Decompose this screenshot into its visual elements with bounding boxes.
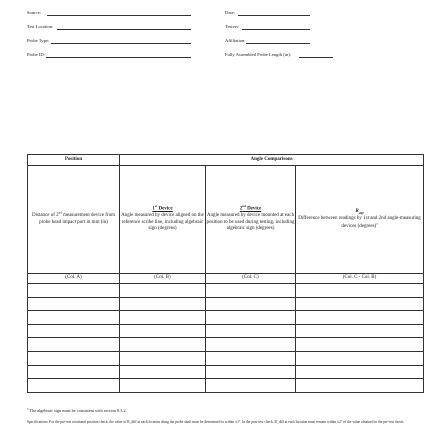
- angle-comparisons-table: [27, 154, 424, 393]
- table-cell[interactable]: [296, 351, 424, 365]
- table-cell[interactable]: [120, 338, 206, 352]
- table-cell[interactable]: [120, 297, 206, 311]
- table-row: [28, 351, 424, 365]
- date-label: Date:: [225, 10, 235, 15]
- second-device-title: 2nd Device: [239, 204, 262, 213]
- testers-field: [225, 24, 345, 29]
- test-location-label: Test Location:: [27, 24, 54, 29]
- probe-id-field: [27, 52, 197, 57]
- first-device-title: 1st Device: [152, 204, 173, 213]
- table-cell[interactable]: [296, 365, 424, 379]
- table-cell[interactable]: [206, 297, 296, 311]
- table-cell[interactable]: [296, 297, 424, 311]
- source-field: [27, 10, 197, 15]
- testers-label: Testers:: [225, 24, 240, 29]
- probe-length-label: Fully Assembled Probe Length (in):: [225, 52, 292, 57]
- table-row: [28, 338, 424, 352]
- rdiff-column-description: [296, 166, 424, 274]
- table-cell[interactable]: [296, 379, 424, 393]
- col-c-label: (Col. C): [206, 274, 296, 284]
- probe-length-line: [299, 57, 333, 58]
- specifications-note: [27, 420, 423, 424]
- test-location-field: [27, 24, 197, 29]
- date-field: [225, 10, 345, 15]
- table-row: [28, 284, 424, 298]
- probe-type-label: Probe Type:: [27, 38, 50, 43]
- source-label: Source:: [27, 10, 42, 15]
- table-cell[interactable]: [296, 324, 424, 338]
- table-row: [28, 365, 424, 379]
- table-row: [28, 324, 424, 338]
- table-row: [28, 311, 424, 325]
- first-device-column-description: [120, 166, 206, 274]
- table-cell[interactable]: [28, 284, 120, 298]
- first-device-text: Angle measured by device aligned on the reference scribe line, including algebraic sign (degrees): [121, 213, 204, 232]
- table-row: [28, 379, 424, 393]
- rdiff-text: Difference between readings by 1st and 2nd angle-measuring devices (degrees)$^a$: [298, 216, 421, 229]
- table-cell[interactable]: [28, 379, 120, 393]
- table-cell[interactable]: [28, 311, 120, 325]
- table-cell[interactable]: [28, 351, 120, 365]
- table-cell[interactable]: [28, 297, 120, 311]
- footnote-a: $^a$ The algebraic sign must be consistent with section 8.3.2.: [27, 406, 127, 413]
- table-cell[interactable]: [296, 284, 424, 298]
- table-cell[interactable]: [206, 338, 296, 352]
- table-cell[interactable]: [28, 365, 120, 379]
- probe-id-label: Probe ID:: [27, 52, 45, 57]
- distance-column-description: [28, 166, 120, 274]
- table-cell[interactable]: [28, 338, 120, 352]
- table-cell[interactable]: [120, 379, 206, 393]
- table-cell[interactable]: [120, 351, 206, 365]
- angle-comparisons-header: Angle Comparisons: [120, 155, 424, 166]
- col-a-label: (Col. A): [28, 274, 120, 284]
- probe-length-field: [225, 52, 365, 57]
- table-cell[interactable]: [206, 311, 296, 325]
- source-line: [47, 15, 191, 16]
- footnote-a-text: The algebraic sign must be consistent with section 8.3.2.: [29, 408, 127, 413]
- col-b-label: (Col. B): [120, 274, 206, 284]
- table-cell[interactable]: [296, 338, 424, 352]
- table-cell[interactable]: [206, 284, 296, 298]
- probe-id-line: [46, 57, 191, 58]
- table-cell[interactable]: [206, 351, 296, 365]
- test-location-line: [57, 29, 191, 30]
- rdiff-title: $R_{diff}$: [355, 209, 364, 216]
- probe-type-line: [51, 43, 191, 44]
- specifications-text: Specifications: For the pre-test rotational position check, the value of R_diff at each location along the probe shaft must be determined to within ±1°. In the post-test check, R_diff at each location must remain within ±2° of the value obtained in the pre-test check.: [27, 420, 405, 424]
- second-device-column-description: [206, 166, 296, 274]
- table-cell[interactable]: [206, 324, 296, 338]
- table-cell[interactable]: [206, 365, 296, 379]
- col-diff-label: (Col. C - Col. B): [296, 274, 424, 284]
- position-header: Position: [28, 155, 120, 166]
- entry-rows: [28, 284, 424, 393]
- table-header-row: [28, 155, 424, 166]
- table-row: [28, 297, 424, 311]
- affiliation-label: Affiliation:: [225, 38, 246, 43]
- second-device-text: Angle measured by device mounted at each position to be used during testing, including algebraic sign (degrees): [206, 213, 295, 232]
- column-description-row: [28, 166, 424, 274]
- table-cell[interactable]: [28, 324, 120, 338]
- table-cell[interactable]: [120, 311, 206, 325]
- table-cell[interactable]: [120, 324, 206, 338]
- distance-text: Distance of 2nd measurement device from probe head impact port in mm (in): [31, 210, 116, 225]
- date-line: [238, 15, 310, 16]
- table-cell[interactable]: [296, 311, 424, 325]
- table-cell[interactable]: [120, 365, 206, 379]
- affiliation-field: [225, 38, 345, 43]
- probe-type-field: [27, 38, 197, 43]
- table-cell[interactable]: [120, 284, 206, 298]
- testers-line: [242, 29, 310, 30]
- column-id-row: [28, 274, 424, 284]
- table-cell[interactable]: [206, 379, 296, 393]
- affiliation-line: [246, 43, 310, 44]
